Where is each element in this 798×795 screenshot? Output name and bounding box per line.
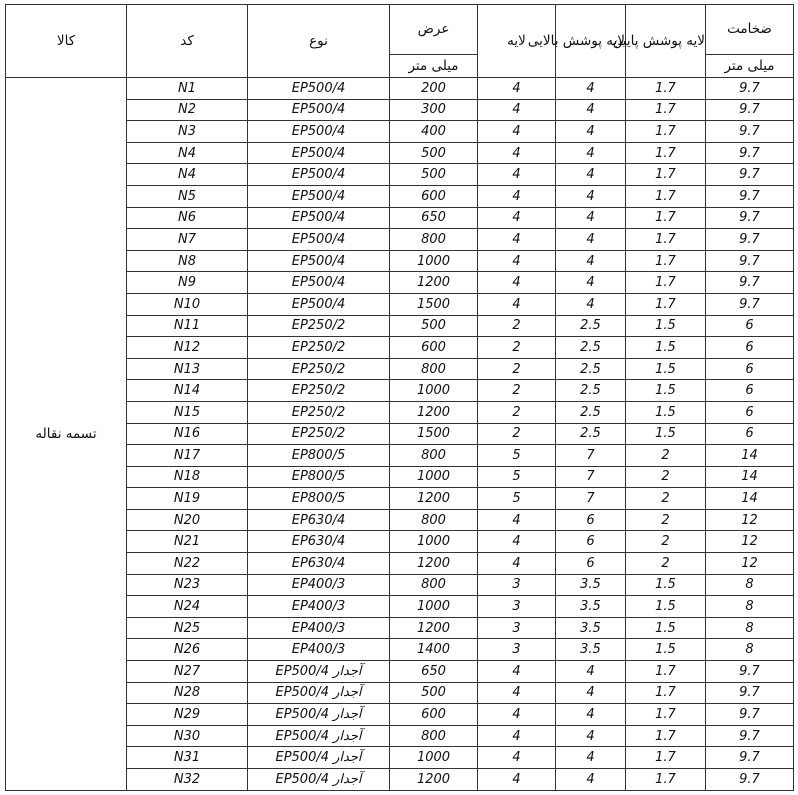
cell-bottom-cover: 1.5 bbox=[626, 401, 706, 423]
cell-bottom-cover: 1.7 bbox=[626, 272, 706, 294]
cell-ply: 5 bbox=[478, 488, 556, 510]
cell-width: 500 bbox=[390, 682, 478, 704]
cell-ply: 4 bbox=[478, 725, 556, 747]
cell-top-cover: 2.5 bbox=[556, 401, 626, 423]
cell-thickness: 8 bbox=[706, 574, 794, 596]
cell-type: EP500/4 آجدار bbox=[248, 682, 390, 704]
cell-code: N27 bbox=[127, 661, 248, 683]
cell-code: N30 bbox=[127, 725, 248, 747]
cell-bottom-cover: 1.7 bbox=[626, 185, 706, 207]
cell-thickness: 12 bbox=[706, 531, 794, 553]
cell-ply: 4 bbox=[478, 293, 556, 315]
cell-top-cover: 4 bbox=[556, 682, 626, 704]
cell-width: 1500 bbox=[390, 293, 478, 315]
cell-type: EP400/3 bbox=[248, 639, 390, 661]
cell-thickness: 8 bbox=[706, 596, 794, 618]
cell-thickness: 6 bbox=[706, 401, 794, 423]
cell-top-cover: 4 bbox=[556, 229, 626, 251]
cell-code: N16 bbox=[127, 423, 248, 445]
cell-top-cover: 4 bbox=[556, 272, 626, 294]
cell-top-cover: 2.5 bbox=[556, 358, 626, 380]
cell-ply: 4 bbox=[478, 531, 556, 553]
cell-ply: 2 bbox=[478, 380, 556, 402]
cell-code: N19 bbox=[127, 488, 248, 510]
cell-width: 1000 bbox=[390, 250, 478, 272]
cell-top-cover: 2.5 bbox=[556, 337, 626, 359]
cell-type: EP630/4 bbox=[248, 509, 390, 531]
cell-type: EP500/4 bbox=[248, 121, 390, 143]
cell-ply: 4 bbox=[478, 509, 556, 531]
cell-top-cover: 4 bbox=[556, 164, 626, 186]
cell-ply: 2 bbox=[478, 401, 556, 423]
cell-top-cover: 4 bbox=[556, 661, 626, 683]
cell-ply: 4 bbox=[478, 164, 556, 186]
header-ply: لایه bbox=[478, 5, 556, 78]
cell-ply: 5 bbox=[478, 445, 556, 467]
cell-width: 1200 bbox=[390, 488, 478, 510]
cell-top-cover: 4 bbox=[556, 725, 626, 747]
cell-bottom-cover: 1.7 bbox=[626, 164, 706, 186]
cell-thickness: 8 bbox=[706, 639, 794, 661]
cell-bottom-cover: 1.7 bbox=[626, 78, 706, 100]
cell-width: 500 bbox=[390, 164, 478, 186]
cell-bottom-cover: 1.7 bbox=[626, 661, 706, 683]
cell-thickness: 14 bbox=[706, 466, 794, 488]
cell-bottom-cover: 1.5 bbox=[626, 358, 706, 380]
cell-type: EP800/5 bbox=[248, 445, 390, 467]
cell-thickness: 9.7 bbox=[706, 293, 794, 315]
cell-top-cover: 4 bbox=[556, 207, 626, 229]
cell-thickness: 9.7 bbox=[706, 185, 794, 207]
cell-ply: 4 bbox=[478, 661, 556, 683]
cell-bottom-cover: 1.7 bbox=[626, 229, 706, 251]
cell-ply: 4 bbox=[478, 185, 556, 207]
cell-ply: 4 bbox=[478, 747, 556, 769]
cell-code: N31 bbox=[127, 747, 248, 769]
cell-top-cover: 4 bbox=[556, 704, 626, 726]
cell-top-cover: 4 bbox=[556, 747, 626, 769]
cell-ply: 5 bbox=[478, 466, 556, 488]
cell-bottom-cover: 2 bbox=[626, 488, 706, 510]
cell-code: N5 bbox=[127, 185, 248, 207]
cell-ply: 4 bbox=[478, 250, 556, 272]
cell-top-cover: 6 bbox=[556, 531, 626, 553]
cell-code: N29 bbox=[127, 704, 248, 726]
cell-bottom-cover: 1.7 bbox=[626, 293, 706, 315]
cell-code: N26 bbox=[127, 639, 248, 661]
cell-type: EP400/3 bbox=[248, 617, 390, 639]
cell-code: N21 bbox=[127, 531, 248, 553]
cell-type: EP250/2 bbox=[248, 423, 390, 445]
cell-width: 1000 bbox=[390, 466, 478, 488]
cell-ply: 3 bbox=[478, 574, 556, 596]
cell-code: N4 bbox=[127, 164, 248, 186]
cell-width: 600 bbox=[390, 337, 478, 359]
cell-code: N17 bbox=[127, 445, 248, 467]
cell-type: EP500/4 آجدار bbox=[248, 661, 390, 683]
cell-thickness: 9.7 bbox=[706, 725, 794, 747]
cell-bottom-cover: 1.7 bbox=[626, 725, 706, 747]
cell-top-cover: 2.5 bbox=[556, 315, 626, 337]
cell-top-cover: 4 bbox=[556, 121, 626, 143]
cell-code: N14 bbox=[127, 380, 248, 402]
cell-thickness: 9.7 bbox=[706, 207, 794, 229]
cell-top-cover: 2.5 bbox=[556, 380, 626, 402]
header-bottom-cover: لایه پوشش پایین bbox=[626, 5, 706, 78]
cell-thickness: 12 bbox=[706, 553, 794, 575]
cell-width: 500 bbox=[390, 142, 478, 164]
cell-top-cover: 4 bbox=[556, 769, 626, 791]
cell-width: 800 bbox=[390, 574, 478, 596]
cell-ply: 4 bbox=[478, 682, 556, 704]
cell-type: EP500/4 آجدار bbox=[248, 769, 390, 791]
cell-ply: 4 bbox=[478, 272, 556, 294]
cell-type: EP500/4 bbox=[248, 293, 390, 315]
cell-width: 600 bbox=[390, 704, 478, 726]
cell-thickness: 9.7 bbox=[706, 78, 794, 100]
cell-top-cover: 7 bbox=[556, 488, 626, 510]
cell-thickness: 9.7 bbox=[706, 272, 794, 294]
cell-type: EP800/5 bbox=[248, 488, 390, 510]
cell-thickness: 6 bbox=[706, 337, 794, 359]
header-top-cover: لایه پوشش بالایی bbox=[556, 5, 626, 78]
conveyor-belt-spec-table bbox=[5, 4, 794, 791]
cell-bottom-cover: 1.7 bbox=[626, 747, 706, 769]
cell-width: 1200 bbox=[390, 617, 478, 639]
cell-width: 600 bbox=[390, 185, 478, 207]
cell-top-cover: 3.5 bbox=[556, 617, 626, 639]
cell-bottom-cover: 1.7 bbox=[626, 704, 706, 726]
cell-type: EP500/4 bbox=[248, 142, 390, 164]
cell-bottom-cover: 1.5 bbox=[626, 315, 706, 337]
cell-type: EP500/4 bbox=[248, 272, 390, 294]
cell-bottom-cover: 1.7 bbox=[626, 207, 706, 229]
cell-top-cover: 4 bbox=[556, 185, 626, 207]
cell-ply: 4 bbox=[478, 142, 556, 164]
cell-type: EP630/4 bbox=[248, 553, 390, 575]
cell-width: 200 bbox=[390, 78, 478, 100]
cell-code: N4 bbox=[127, 142, 248, 164]
cell-ply: 2 bbox=[478, 358, 556, 380]
cell-code: N8 bbox=[127, 250, 248, 272]
header-code: کد bbox=[127, 5, 248, 78]
header-type: نوع bbox=[248, 5, 390, 78]
header-thickness-unit: میلی متر bbox=[706, 55, 794, 78]
cell-bottom-cover: 1.7 bbox=[626, 99, 706, 121]
cell-type: EP250/2 bbox=[248, 337, 390, 359]
cell-ply: 4 bbox=[478, 78, 556, 100]
cell-top-cover: 6 bbox=[556, 553, 626, 575]
cell-width: 800 bbox=[390, 229, 478, 251]
cell-bottom-cover: 1.5 bbox=[626, 639, 706, 661]
cell-type: EP800/5 bbox=[248, 466, 390, 488]
cell-type: EP500/4 bbox=[248, 164, 390, 186]
cell-width: 1400 bbox=[390, 639, 478, 661]
cell-width: 800 bbox=[390, 358, 478, 380]
cell-width: 1500 bbox=[390, 423, 478, 445]
cell-bottom-cover: 1.5 bbox=[626, 380, 706, 402]
cell-code: N7 bbox=[127, 229, 248, 251]
cell-type: EP500/4 آجدار bbox=[248, 704, 390, 726]
cell-type: EP500/4 bbox=[248, 185, 390, 207]
cell-thickness: 8 bbox=[706, 617, 794, 639]
cell-thickness: 6 bbox=[706, 423, 794, 445]
cell-type: EP250/2 bbox=[248, 315, 390, 337]
cell-thickness: 9.7 bbox=[706, 704, 794, 726]
cell-thickness: 9.7 bbox=[706, 229, 794, 251]
cell-thickness: 14 bbox=[706, 445, 794, 467]
cell-bottom-cover: 2 bbox=[626, 509, 706, 531]
cell-type: EP250/2 bbox=[248, 380, 390, 402]
cell-ply: 3 bbox=[478, 617, 556, 639]
cell-ply: 4 bbox=[478, 553, 556, 575]
cell-code: N12 bbox=[127, 337, 248, 359]
header-thickness: ضخامت bbox=[706, 5, 794, 55]
cell-bottom-cover: 1.5 bbox=[626, 596, 706, 618]
cell-top-cover: 3.5 bbox=[556, 574, 626, 596]
cell-thickness: 6 bbox=[706, 380, 794, 402]
cell-code: N1 bbox=[127, 78, 248, 100]
cell-code: N25 bbox=[127, 617, 248, 639]
cell-width: 1200 bbox=[390, 401, 478, 423]
cell-thickness: 12 bbox=[706, 509, 794, 531]
cell-code: N18 bbox=[127, 466, 248, 488]
cell-top-cover: 7 bbox=[556, 445, 626, 467]
header-width: عرض bbox=[390, 5, 478, 55]
cell-code: N15 bbox=[127, 401, 248, 423]
cell-type: EP250/2 bbox=[248, 358, 390, 380]
cell-ply: 3 bbox=[478, 639, 556, 661]
cell-ply: 4 bbox=[478, 229, 556, 251]
cell-code: N10 bbox=[127, 293, 248, 315]
cell-type: EP250/2 bbox=[248, 401, 390, 423]
cell-width: 1200 bbox=[390, 769, 478, 791]
cell-type: EP630/4 bbox=[248, 531, 390, 553]
cell-code: N11 bbox=[127, 315, 248, 337]
cell-bottom-cover: 1.7 bbox=[626, 142, 706, 164]
cell-top-cover: 4 bbox=[556, 78, 626, 100]
cell-thickness: 6 bbox=[706, 358, 794, 380]
cell-thickness: 9.7 bbox=[706, 142, 794, 164]
cell-top-cover: 6 bbox=[556, 509, 626, 531]
cell-bottom-cover: 1.5 bbox=[626, 337, 706, 359]
cell-ply: 4 bbox=[478, 207, 556, 229]
table-body bbox=[6, 78, 794, 791]
cell-top-cover: 3.5 bbox=[556, 639, 626, 661]
cell-code: N24 bbox=[127, 596, 248, 618]
cell-type: EP500/4 bbox=[248, 99, 390, 121]
cell-width: 1000 bbox=[390, 747, 478, 769]
cell-bottom-cover: 1.5 bbox=[626, 423, 706, 445]
cell-bottom-cover: 1.7 bbox=[626, 250, 706, 272]
cell-bottom-cover: 1.5 bbox=[626, 617, 706, 639]
header-width-unit: میلی متر bbox=[390, 55, 478, 78]
cell-type: EP500/4 bbox=[248, 78, 390, 100]
cell-ply: 2 bbox=[478, 337, 556, 359]
cell-code: N23 bbox=[127, 574, 248, 596]
cell-ply: 2 bbox=[478, 423, 556, 445]
cell-thickness: 9.7 bbox=[706, 250, 794, 272]
cell-bottom-cover: 2 bbox=[626, 531, 706, 553]
cell-type: EP500/4 آجدار bbox=[248, 725, 390, 747]
cell-top-cover: 4 bbox=[556, 142, 626, 164]
cell-ply: 4 bbox=[478, 769, 556, 791]
cell-thickness: 14 bbox=[706, 488, 794, 510]
cell-top-cover: 2.5 bbox=[556, 423, 626, 445]
cell-width: 300 bbox=[390, 99, 478, 121]
cell-bottom-cover: 2 bbox=[626, 445, 706, 467]
cell-thickness: 9.7 bbox=[706, 747, 794, 769]
cell-width: 400 bbox=[390, 121, 478, 143]
cell-thickness: 6 bbox=[706, 315, 794, 337]
cell-thickness: 9.7 bbox=[706, 121, 794, 143]
cell-thickness: 9.7 bbox=[706, 661, 794, 683]
cell-code: N22 bbox=[127, 553, 248, 575]
cell-type: EP500/4 bbox=[248, 229, 390, 251]
cell-width: 1000 bbox=[390, 596, 478, 618]
cell-thickness: 9.7 bbox=[706, 682, 794, 704]
cell-top-cover: 4 bbox=[556, 99, 626, 121]
cell-top-cover: 7 bbox=[556, 466, 626, 488]
cell-top-cover: 3.5 bbox=[556, 596, 626, 618]
cell-ply: 4 bbox=[478, 99, 556, 121]
cell-code: N13 bbox=[127, 358, 248, 380]
cell-type: EP500/4 bbox=[248, 250, 390, 272]
cell-width: 500 bbox=[390, 315, 478, 337]
table-row bbox=[6, 78, 794, 100]
cell-ply: 4 bbox=[478, 704, 556, 726]
cell-code: N6 bbox=[127, 207, 248, 229]
cell-bottom-cover: 1.5 bbox=[626, 574, 706, 596]
cell-width: 800 bbox=[390, 725, 478, 747]
product-name: تسمه نقاله bbox=[6, 78, 127, 791]
cell-bottom-cover: 2 bbox=[626, 466, 706, 488]
cell-code: N32 bbox=[127, 769, 248, 791]
cell-code: N3 bbox=[127, 121, 248, 143]
cell-thickness: 9.7 bbox=[706, 164, 794, 186]
cell-thickness: 9.7 bbox=[706, 99, 794, 121]
cell-width: 800 bbox=[390, 509, 478, 531]
cell-ply: 3 bbox=[478, 596, 556, 618]
cell-type: EP400/3 bbox=[248, 574, 390, 596]
cell-bottom-cover: 1.7 bbox=[626, 769, 706, 791]
cell-top-cover: 4 bbox=[556, 250, 626, 272]
cell-width: 1200 bbox=[390, 272, 478, 294]
cell-width: 1000 bbox=[390, 531, 478, 553]
cell-code: N2 bbox=[127, 99, 248, 121]
cell-bottom-cover: 2 bbox=[626, 553, 706, 575]
cell-width: 1000 bbox=[390, 380, 478, 402]
cell-width: 1200 bbox=[390, 553, 478, 575]
cell-type: EP400/3 bbox=[248, 596, 390, 618]
cell-width: 650 bbox=[390, 661, 478, 683]
cell-bottom-cover: 1.7 bbox=[626, 682, 706, 704]
cell-type: EP500/4 آجدار bbox=[248, 747, 390, 769]
header-product: کالا bbox=[6, 5, 127, 78]
cell-code: N28 bbox=[127, 682, 248, 704]
cell-width: 650 bbox=[390, 207, 478, 229]
cell-code: N9 bbox=[127, 272, 248, 294]
cell-bottom-cover: 1.7 bbox=[626, 121, 706, 143]
cell-thickness: 9.7 bbox=[706, 769, 794, 791]
cell-width: 800 bbox=[390, 445, 478, 467]
cell-ply: 4 bbox=[478, 121, 556, 143]
cell-code: N20 bbox=[127, 509, 248, 531]
cell-top-cover: 4 bbox=[556, 293, 626, 315]
cell-type: EP500/4 bbox=[248, 207, 390, 229]
cell-ply: 2 bbox=[478, 315, 556, 337]
